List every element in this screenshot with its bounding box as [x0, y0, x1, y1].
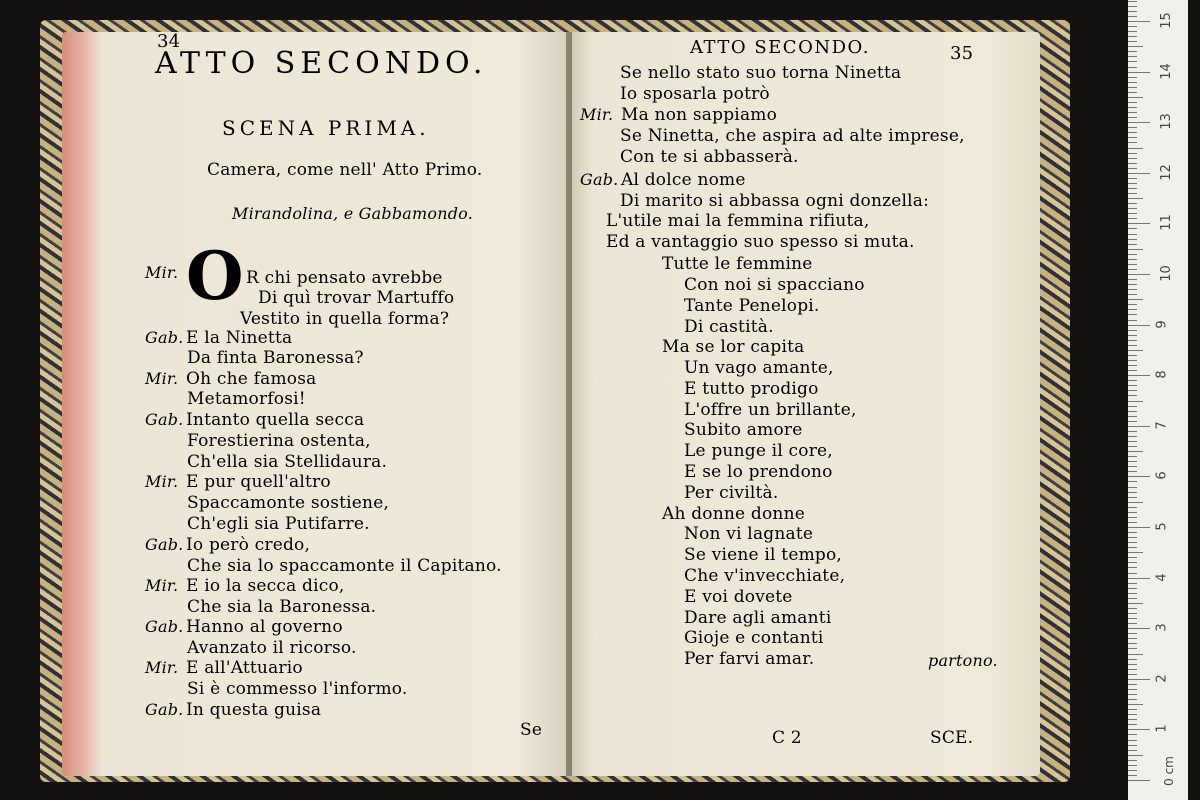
- ruler-tick: [1128, 562, 1137, 563]
- ruler-tick: [1128, 234, 1137, 235]
- ruler-tick: [1128, 350, 1143, 351]
- ruler-tick: [1128, 704, 1143, 705]
- verse-line: E io la secca dico,: [186, 576, 345, 596]
- ruler-tick: [1128, 451, 1143, 452]
- ruler-tick: [1128, 385, 1137, 386]
- verse-line: Ch'ella sia Stellidaura.: [187, 452, 388, 472]
- ruler-number: 12: [1158, 164, 1174, 181]
- ruler-tick: [1128, 274, 1150, 275]
- ruler-tick: [1128, 370, 1137, 371]
- ruler-tick: [1128, 755, 1143, 756]
- ruler-tick: [1128, 193, 1137, 194]
- speaker-label: Mir.: [145, 576, 179, 595]
- ruler-tick: [1128, 112, 1137, 113]
- ruler-tick: [1128, 304, 1137, 305]
- ruler-tick: [1128, 694, 1137, 695]
- verse-line: Se viene il tempo,: [684, 545, 843, 565]
- verse-line: Al dolce nome: [621, 170, 746, 190]
- ruler-tick: [1128, 102, 1137, 103]
- ruler-tick: [1128, 502, 1143, 503]
- ruler-tick: [1128, 729, 1150, 730]
- ruler-tick: [1128, 395, 1137, 396]
- ruler-tick: [1128, 527, 1150, 528]
- ruler-tick: [1128, 218, 1137, 219]
- ruler-number: 13: [1158, 113, 1174, 130]
- ruler-tick: [1128, 148, 1143, 149]
- ruler-number: 2: [1154, 674, 1170, 683]
- ruler-number: 5: [1154, 522, 1170, 531]
- ruler-number: 6: [1154, 471, 1170, 481]
- left-page-number: 34: [157, 31, 181, 52]
- ruler-tick: [1128, 330, 1137, 331]
- ruler-tick: [1128, 598, 1137, 599]
- verse-line: Si è commesso l'informo.: [187, 679, 408, 699]
- ruler-tick: [1128, 481, 1137, 482]
- verse-line: Spaccamonte sostiene,: [187, 493, 390, 513]
- ruler-tick: [1128, 745, 1137, 746]
- ruler-tick: [1128, 740, 1137, 741]
- ruler-tick: [1128, 132, 1137, 133]
- ruler-tick: [1128, 92, 1137, 93]
- speaker-label: Gab.: [145, 535, 184, 554]
- ruler-tick: [1128, 137, 1137, 138]
- verse-line: Che v'invecchiate,: [684, 566, 846, 586]
- ruler-tick: [1128, 648, 1137, 649]
- ruler-tick: [1128, 714, 1137, 715]
- ruler-tick: [1128, 608, 1137, 609]
- verse-line: Le punge il core,: [684, 441, 833, 461]
- ruler-tick: [1128, 775, 1137, 776]
- ruler-tick: [1128, 461, 1137, 462]
- ruler-tick: [1128, 355, 1137, 356]
- verse-line: Io sposarla potrò: [620, 84, 770, 104]
- verse-line: E voi dovete: [684, 587, 793, 607]
- verse-line: L'utile mai la femmina rifiuta,: [606, 211, 870, 231]
- ruler-tick: [1128, 573, 1137, 574]
- verse-line: Di marito si abbassa ogni donzella:: [620, 191, 930, 211]
- ruler-tick: [1128, 719, 1137, 720]
- ruler-tick: [1128, 466, 1137, 467]
- verse-line: Di castità.: [684, 317, 774, 337]
- ruler-tick: [1128, 679, 1150, 680]
- ruler-tick: [1128, 380, 1137, 381]
- verse-line: Per farvi amar.: [684, 649, 815, 669]
- ruler-tick: [1128, 279, 1137, 280]
- signature-mark: C 2: [772, 728, 802, 748]
- ruler-tick: [1128, 1, 1137, 2]
- ruler-number: 7: [1154, 421, 1170, 430]
- ruler-tick: [1128, 623, 1137, 624]
- scene-setting: Camera, come nell' Atto Primo.: [207, 160, 483, 180]
- speaker-label: Mir.: [145, 369, 179, 388]
- ruler-tick: [1128, 178, 1137, 179]
- speaker-label: Gab.: [145, 328, 184, 347]
- verse-line: E pur quell'altro: [186, 472, 331, 492]
- ruler-tick: [1128, 699, 1137, 700]
- ruler-tick: [1128, 97, 1143, 98]
- ruler-tick: [1128, 46, 1143, 47]
- ruler-tick: [1128, 583, 1137, 584]
- verse-line: Vestito in quella forma?: [240, 309, 450, 329]
- ruler-tick: [1128, 390, 1137, 391]
- ruler-tick: [1128, 228, 1137, 229]
- ruler-tick: [1128, 335, 1137, 336]
- ruler-tick: [1128, 294, 1137, 295]
- ruler-tick: [1128, 77, 1137, 78]
- ruler-tick: [1128, 628, 1150, 629]
- drop-cap: O: [186, 237, 244, 315]
- ruler-number: 11: [1158, 214, 1174, 232]
- ruler-tick: [1128, 21, 1150, 22]
- verse-line: Io però credo,: [186, 535, 311, 555]
- ruler-tick: [1128, 309, 1137, 310]
- ruler-tick: [1128, 41, 1137, 42]
- verse-line: Ma se lor capita: [662, 337, 805, 357]
- ruler-tick: [1128, 158, 1137, 159]
- ruler-tick: [1128, 684, 1137, 685]
- ruler-tick: [1128, 122, 1150, 123]
- ruler-tick: [1128, 497, 1137, 498]
- ruler-tick: [1128, 593, 1137, 594]
- ruler-tick: [1128, 401, 1143, 402]
- ruler-tick: [1128, 416, 1137, 417]
- ruler-tick: [1128, 654, 1143, 655]
- ruler-tick: [1128, 770, 1137, 771]
- ruler-tick: [1128, 411, 1137, 412]
- verse-line: Un vago amante,: [684, 358, 834, 378]
- ruler-tick: [1128, 163, 1137, 164]
- ruler-number: 14: [1158, 62, 1174, 80]
- verse-line: Ah donne donne: [662, 504, 805, 524]
- verse-line: Se nello stato suo torna Ninetta: [620, 63, 902, 83]
- ruler-tick: [1128, 16, 1137, 17]
- ruler-tick: [1128, 127, 1137, 128]
- verse-line: L'offre un brillante,: [684, 400, 857, 420]
- ruler-tick: [1128, 26, 1137, 27]
- verse-line: Che sia lo spaccamonte il Capitano.: [187, 556, 502, 576]
- verse-line: E all'Attuario: [186, 658, 303, 678]
- verse-line: In questa guisa: [186, 700, 322, 720]
- ruler-tick: [1128, 168, 1137, 169]
- ruler-number: 4: [1154, 572, 1170, 582]
- speaker-label: Gab.: [580, 170, 619, 189]
- speaker-label: Mir.: [145, 263, 179, 282]
- ruler-tick: [1128, 299, 1143, 300]
- ruler-tick: [1128, 436, 1137, 437]
- scene-characters: Mirandolina, e Gabbamondo.: [232, 204, 474, 223]
- ruler-tick: [1128, 552, 1143, 553]
- ruler-tick: [1128, 36, 1137, 37]
- ruler-tick: [1128, 284, 1137, 285]
- act-title: ATTO SECONDO.: [155, 46, 488, 81]
- ruler-tick: [1128, 183, 1137, 184]
- ruler-tick: [1128, 709, 1137, 710]
- verse-line: Dare agli amanti: [684, 608, 832, 628]
- ruler-tick: [1128, 780, 1150, 781]
- verse-line: E tutto prodigo: [684, 379, 819, 399]
- running-title: ATTO SECONDO.: [690, 37, 870, 58]
- ruler-tick: [1128, 669, 1137, 670]
- ruler-tick: [1128, 213, 1137, 214]
- ruler-tick: [1128, 67, 1137, 68]
- verse-line: Con te si abbasserà.: [620, 147, 799, 167]
- ruler-tick: [1128, 360, 1137, 361]
- speaker-label: Gab.: [145, 410, 184, 429]
- ruler-tick: [1128, 674, 1137, 675]
- ruler-tick: [1128, 289, 1137, 290]
- ruler-tick: [1128, 643, 1137, 644]
- ruler-tick: [1128, 578, 1150, 579]
- ruler-tick: [1128, 61, 1137, 62]
- ruler-tick: [1128, 244, 1137, 245]
- ruler-tick: [1128, 31, 1137, 32]
- ruler-tick: [1128, 633, 1137, 634]
- verse-line: Da finta Baronessa?: [187, 348, 364, 368]
- verse-line: Subito amore: [684, 420, 803, 440]
- verse-line: Forestierina ostenta,: [187, 431, 371, 451]
- verse-line: Con noi si spacciano: [684, 275, 865, 295]
- verse-line: Se Ninetta, che aspira ad alte imprese,: [620, 126, 965, 146]
- verse-line: Hanno al governo: [186, 617, 343, 637]
- ruler-tick: [1128, 638, 1137, 639]
- ruler-tick: [1128, 750, 1137, 751]
- ruler-tick: [1128, 547, 1137, 548]
- ruler-tick: [1128, 441, 1137, 442]
- ruler-unit: 0 cm: [1161, 756, 1176, 786]
- ruler-tick: [1128, 659, 1137, 660]
- ruler-tick: [1128, 512, 1137, 513]
- ruler-tick: [1128, 198, 1143, 199]
- ruler-tick: [1128, 760, 1137, 761]
- verse-line: Tante Penelopi.: [684, 296, 820, 316]
- book-gutter: [566, 32, 572, 776]
- verse-line: Tutte le femmine: [662, 254, 813, 274]
- ruler-tick: [1128, 365, 1137, 366]
- ruler-tick: [1128, 117, 1137, 118]
- ruler-tick: [1128, 421, 1137, 422]
- catchword: SCE.: [930, 728, 974, 748]
- ruler-tick: [1128, 689, 1137, 690]
- left-page: [62, 32, 568, 776]
- ruler-tick: [1128, 264, 1137, 265]
- ruler-tick: [1128, 542, 1137, 543]
- ruler-tick: [1128, 734, 1137, 735]
- ruler-tick: [1128, 325, 1150, 326]
- speaker-label: Mir.: [145, 472, 179, 491]
- ruler-tick: [1128, 522, 1137, 523]
- ruler-tick: [1128, 142, 1137, 143]
- verse-line: Non vi lagnate: [684, 524, 814, 544]
- ruler-tick: [1128, 239, 1137, 240]
- ruler-number: 9: [1154, 319, 1170, 329]
- verse-line: Ma non sappiamo: [621, 105, 778, 125]
- ruler-tick: [1128, 314, 1137, 315]
- verse-line: E la Ninetta: [186, 328, 293, 348]
- ruler-tick: [1128, 269, 1137, 270]
- verse-line: Ed a vantaggio suo spesso si muta.: [606, 232, 915, 252]
- verse-line: Intanto quella secca: [186, 410, 365, 430]
- ruler-tick: [1128, 208, 1137, 209]
- ruler-tick: [1128, 613, 1137, 614]
- ruler-tick: [1128, 537, 1137, 538]
- ruler-tick: [1128, 340, 1137, 341]
- ruler-tick: [1128, 51, 1137, 52]
- ruler-tick: [1128, 618, 1137, 619]
- ruler-tick: [1128, 476, 1150, 477]
- ruler-tick: [1128, 56, 1137, 57]
- speaker-label: Gab.: [145, 617, 184, 636]
- ruler-tick: [1128, 345, 1137, 346]
- scene-title: SCENA PRIMA.: [222, 116, 430, 140]
- ruler-tick: [1128, 446, 1137, 447]
- ruler-tick: [1128, 249, 1143, 250]
- verse-line: E se lo prendono: [684, 462, 833, 482]
- catchword: Se: [520, 720, 543, 740]
- speaker-label: Mir.: [145, 658, 179, 677]
- ruler-tick: [1128, 153, 1137, 154]
- ruler-tick: [1128, 426, 1150, 427]
- verse-line: Avanzato il ricorso.: [187, 638, 357, 658]
- ruler-tick: [1128, 517, 1137, 518]
- verse-line: Metamorfosi!: [187, 389, 306, 409]
- ruler-tick: [1128, 254, 1137, 255]
- ruler-tick: [1128, 259, 1137, 260]
- ruler-tick: [1128, 223, 1150, 224]
- measuring-ruler: [1128, 0, 1188, 800]
- ruler-number: 3: [1154, 623, 1170, 632]
- ruler-tick: [1128, 87, 1137, 88]
- ruler-tick: [1128, 664, 1137, 665]
- ruler-tick: [1128, 487, 1137, 488]
- ruler-number: 8: [1154, 370, 1170, 379]
- ruler-tick: [1128, 567, 1137, 568]
- verse-line: Gioje e contanti: [684, 628, 824, 648]
- ruler-tick: [1128, 588, 1137, 589]
- ruler-tick: [1128, 507, 1137, 508]
- verse-line: Ch'egli sia Putifarre.: [187, 514, 370, 534]
- speaker-label: Mir.: [580, 105, 614, 124]
- right-page-number: 35: [950, 43, 974, 64]
- ruler-number: 15: [1158, 12, 1174, 29]
- ruler-tick: [1128, 406, 1137, 407]
- speaker-label: Gab.: [145, 700, 184, 719]
- ruler-tick: [1128, 532, 1137, 533]
- ruler-tick: [1128, 557, 1137, 558]
- verse-line: Che sia la Baronessa.: [187, 597, 377, 617]
- ruler-tick: [1128, 471, 1137, 472]
- ruler-number: 1: [1154, 724, 1170, 734]
- ruler-tick: [1128, 375, 1150, 376]
- ruler-tick: [1128, 431, 1137, 432]
- ruler-tick: [1128, 82, 1137, 83]
- verse-line: Di quì trovar Martuffo: [258, 288, 455, 308]
- ruler-tick: [1128, 6, 1137, 7]
- verse-line: R chi pensato avrebbe: [246, 268, 443, 288]
- ruler-tick: [1128, 107, 1137, 108]
- verse-line: Oh che famosa: [186, 369, 317, 389]
- ruler-tick: [1128, 765, 1137, 766]
- ruler-tick: [1128, 724, 1137, 725]
- ruler-tick: [1128, 72, 1150, 73]
- stage-direction: partono.: [928, 651, 998, 670]
- ruler-tick: [1128, 320, 1137, 321]
- ruler-tick: [1128, 456, 1137, 457]
- ruler-tick: [1128, 188, 1137, 189]
- ruler-tick: [1128, 492, 1137, 493]
- ruler-number: 10: [1158, 265, 1174, 282]
- ruler-tick: [1128, 11, 1137, 12]
- verse-line: Per civiltà.: [684, 483, 779, 503]
- ruler-tick: [1128, 173, 1150, 174]
- ruler-tick: [1128, 203, 1137, 204]
- ruler-tick: [1128, 603, 1143, 604]
